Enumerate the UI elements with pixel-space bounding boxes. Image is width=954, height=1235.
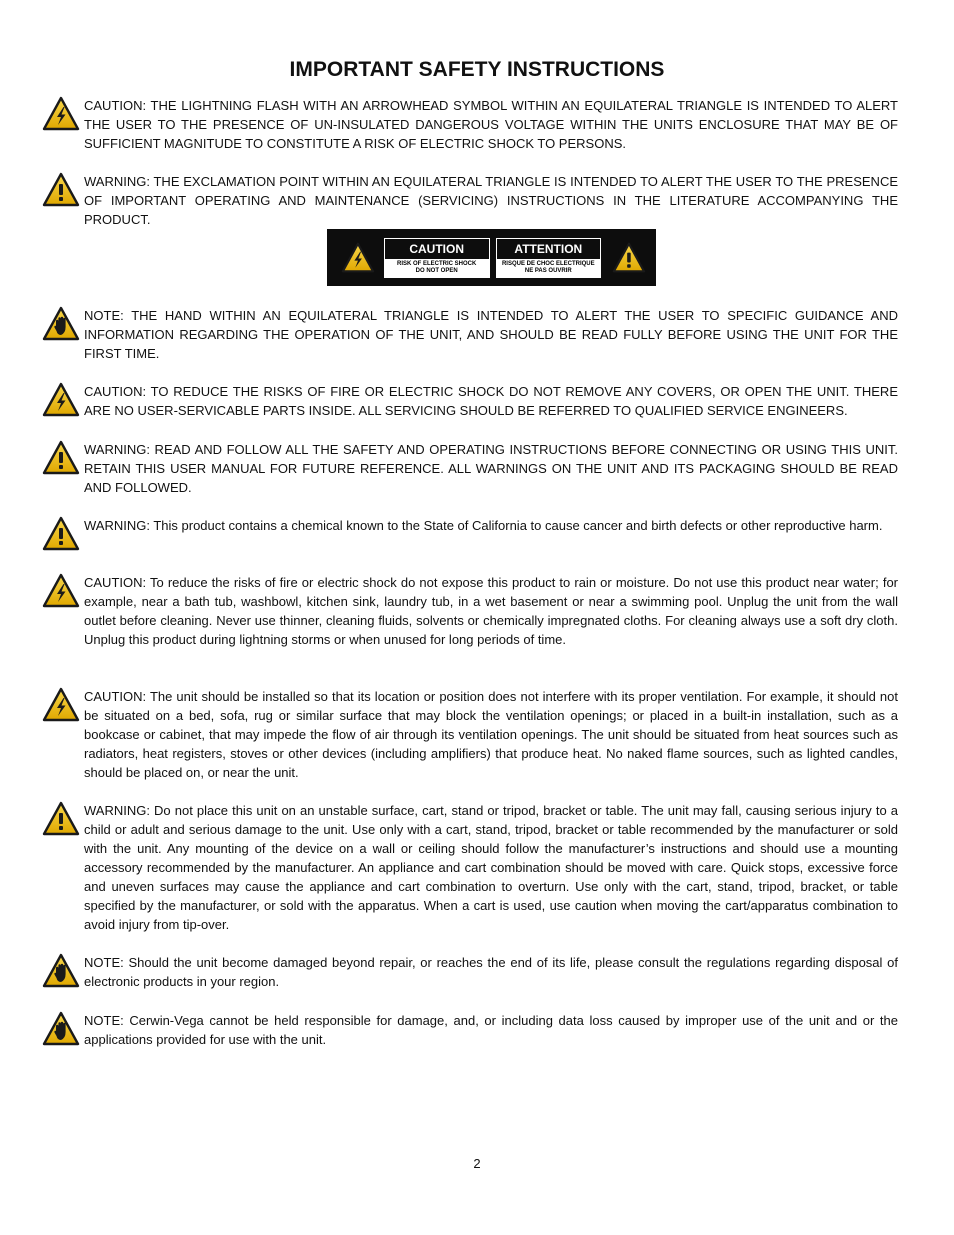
safety-item-text: CAUTION: The unit should be installed so that its location or position does not interfere with its proper ventilation. For example, it should not be situated on a bed, sofa, rug or similar surface that may block the ventilation openings; or placed in a built-in installation, such as a bookcase or cabinet, that may impede the flow of air through its ventilation openings. The unit should be situated from heat sources such as radiators, heat registers, stoves or other devices (including amplifiers) that produce heat. No naked flame sources, such as lighted candles, should be placed on, or near the unit.	[84, 689, 898, 780]
safety-item	[42, 516, 898, 552]
caution-label-subtext	[385, 259, 489, 277]
lightning-icon	[42, 382, 82, 420]
attention-label-subtext	[497, 259, 601, 277]
hand-icon	[42, 1011, 82, 1049]
safety-item	[42, 306, 898, 363]
caution-label-heading: CAUTION	[385, 239, 489, 259]
safety-item	[42, 953, 898, 991]
attention-label-box	[496, 238, 602, 278]
caution-label-box	[384, 238, 490, 278]
exclamation-icon	[612, 242, 646, 274]
lightning-icon	[341, 242, 375, 274]
caution-label-line2: DO NOT OPEN	[415, 267, 458, 274]
page-title: IMPORTANT SAFETY INSTRUCTIONS	[289, 58, 665, 81]
safety-item-text: WARNING: READ AND FOLLOW ALL THE SAFETY AND OPERATING INSTRUCTIONS BEFORE CONNECTING OR USING THIS UNIT. RETAIN THIS USER MANUAL FOR FUTURE REFERENCE. ALL WARNINGS ON THE UNIT AND ITS PACKAGING SHOULD BE READ AND FOLLOWED.	[84, 442, 898, 495]
lightning-icon	[42, 687, 82, 782]
safety-item-text: NOTE: Cerwin-Vega cannot be held responsible for damage, and, or including data loss caused by improper use of the unit and or the applications provided for use with the unit.	[84, 1013, 898, 1047]
exclamation-icon	[42, 516, 82, 552]
safety-item	[42, 1011, 898, 1049]
safety-item-text: NOTE: Should the unit become damaged beyond repair, or reaches the end of its life, please consult the regulations regarding disposal of electronic products in your region.	[84, 955, 898, 989]
attention-label-line1: RISQUE DE CHOC ELECTRIQUE	[501, 260, 595, 267]
safety-item-text: CAUTION: To reduce the risks of fire or electric shock do not expose this product to rain or moisture. Do not use this product near water; for example, near a bath tub, washbowl, kitchen sink, laundry tub, in a wet basement or near a swimming pool. Unplug the unit from the wall outlet before cleaning. Never use thinner, cleaning fluids, solvents or chemically impregnated cloths. For cleaning always use a soft dry cloth. Unplug this product during lightning storms or when unused for long periods of time.	[84, 575, 898, 647]
safety-item-text: WARNING: Do not place this unit on an unstable surface, cart, stand or tripod, bracket or table. The unit may fall, causing serious injury to a child or adult and serious damage to the unit. Use only with a cart, stand, tripod, bracket or table recommended by the manufacturer or sold with the unit. Any mounting of the device on a wall or ceiling should follow the manufacturer’s instructions and should use a mounting accessory recommended by the manufacturer. An appliance and cart combination should be moved with care. Quick stops, excessive force and uneven surfaces may cause the appliance and cart combination to overturn. Use only with the cart, stand, tripod, bracket, or table specified by the manufacturer, or sold with the apparatus. When a cart is used, use caution when moving the cart/apparatus combination to avoid injury from tip-over.	[84, 803, 898, 932]
safety-item	[42, 96, 898, 153]
lightning-icon	[42, 96, 82, 153]
safety-item	[42, 801, 898, 934]
safety-item	[42, 687, 898, 782]
safety-item-text: WARNING: This product contains a chemical known to the State of California to cause cancer and birth defects or other reproductive harm.	[84, 518, 883, 533]
exclamation-icon	[42, 172, 82, 229]
safety-item-text: WARNING: THE EXCLAMATION POINT WITHIN AN EQUILATERAL TRIANGLE IS INTENDED TO ALERT THE USER TO THE PRESENCE OF IMPORTANT OPERATING AND MAINTENANCE (SERVICING) INSTRUCTIONS IN THE LITERATURE ACCOMPANYING THE PRODUCT.	[84, 174, 898, 227]
page-number: 2	[473, 1156, 481, 1171]
safety-item-text: CAUTION: THE LIGHTNING FLASH WITH AN ARROWHEAD SYMBOL WITHIN AN EQUILATERAL TRIANGLE IS INTENDED TO ALERT THE USER TO THE PRESENCE OF UN-INSULATED DANGEROUS VOLTAGE WITHIN THE UNITS ENCLOSURE THAT MAY BE OF SUFFICIENT MAGNITUDE TO CONSTITUTE A RISK OF ELECTRIC SHOCK TO PERSONS.	[84, 98, 898, 151]
attention-label-line2: NE PAS OUVRIR	[524, 267, 572, 274]
caution-label-line1: RISK OF ELECTRIC SHOCK	[397, 260, 477, 267]
safety-item-text: CAUTION: TO REDUCE THE RISKS OF FIRE OR ELECTRIC SHOCK DO NOT REMOVE ANY COVERS, OR OPEN THE UNIT. THERE ARE NO USER-SERVICABLE PARTS INSIDE. ALL SERVICING SHOULD BE REFERRED TO QUALIFIED SERVICE ENGINEERS.	[84, 384, 898, 418]
hand-icon	[42, 306, 82, 363]
safety-item	[42, 440, 898, 497]
lightning-icon	[42, 573, 82, 649]
exclamation-icon	[42, 801, 82, 934]
safety-item-text: NOTE: THE HAND WITHIN AN EQUILATERAL TRIANGLE IS INTENDED TO ALERT THE USER TO SPECIFIC GUIDANCE AND INFORMATION REGARDING THE OPERATION OF THE UNIT, AND SHOULD BE READ FULLY BEFORE USING THE UNIT FOR THE FIRST TIME.	[84, 308, 898, 361]
safety-item	[42, 172, 898, 229]
attention-label-heading: ATTENTION	[497, 239, 601, 259]
hand-icon	[42, 953, 82, 991]
safety-item	[42, 573, 898, 649]
safety-item	[42, 382, 898, 420]
exclamation-icon	[42, 440, 82, 497]
caution-label-banner	[327, 229, 656, 286]
